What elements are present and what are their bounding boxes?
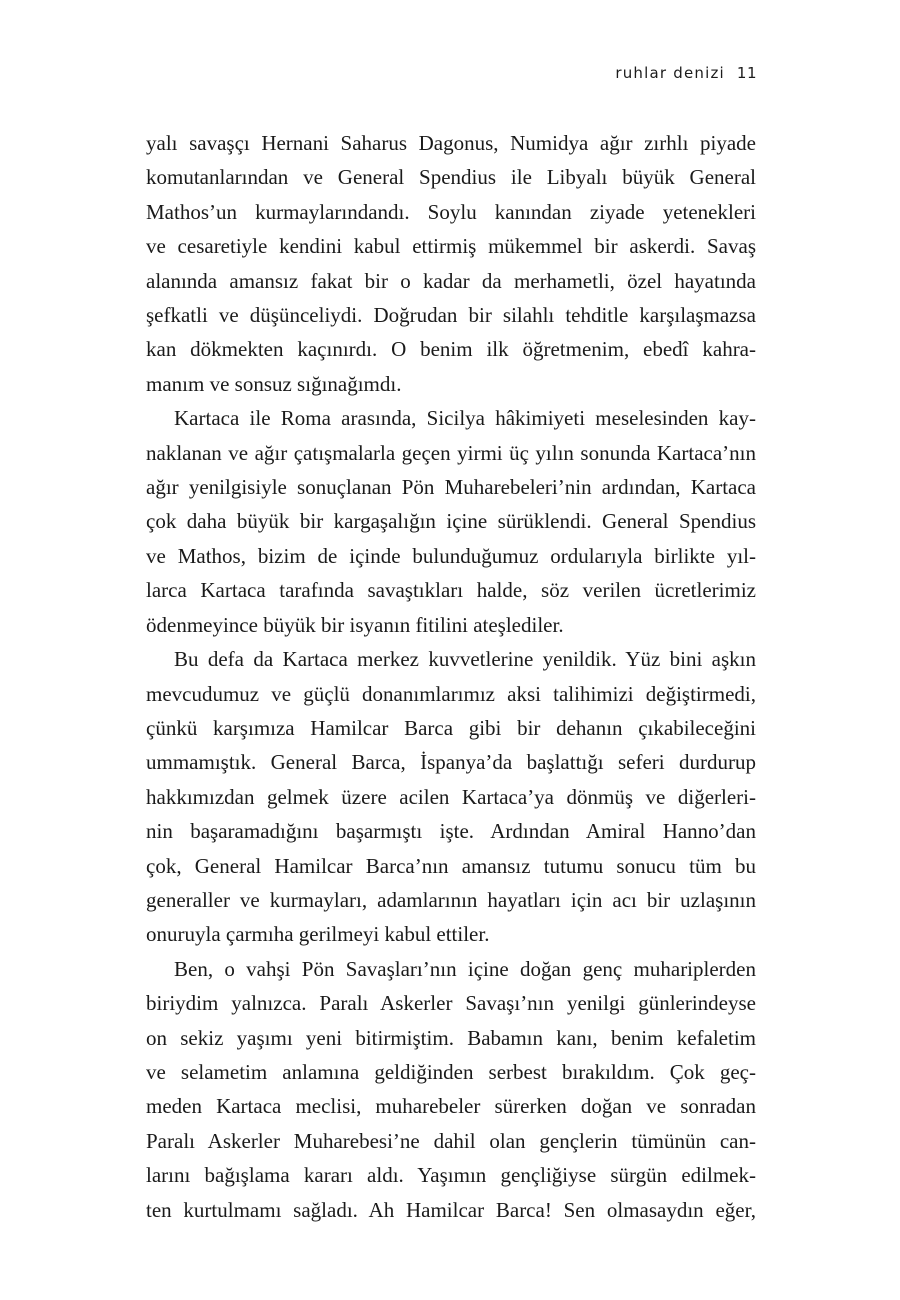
text-line: alanında amansız fakat bir o kadar da merhametli, özel hayatında xyxy=(146,268,756,293)
paragraph-4 xyxy=(146,952,756,1227)
text-line: biriydim yalnızca. Paralı Askerler Savaşı’nın yenilgi günlerindeyse xyxy=(146,991,756,1016)
text-line: naklanan ve ağır çatışmalarla geçen yirmi üç yılın sonunda Kartaca’nın xyxy=(146,440,756,465)
paragraph-2 xyxy=(146,401,756,642)
text-line: çok, General Hamilcar Barca’nın amansız tutumu sonucu tüm bu xyxy=(146,853,756,878)
running-header xyxy=(615,64,757,82)
text-line: ve selametim anlamına geldiğinden serbest bırakıldım. Çok geç- xyxy=(146,1059,756,1084)
text-line: ummamıştık. General Barca, İspanya’da başlattığı seferi durdurup xyxy=(146,750,756,775)
page-number: 11 xyxy=(736,64,757,82)
paragraph-3 xyxy=(146,642,756,952)
text-line: şefkatli ve düşünceliydi. Doğrudan bir silahlı tehditle karşılaşmazsa xyxy=(146,303,756,328)
text-line: hakkımızdan gelmek üzere acilen Kartaca’ya dönmüş ve diğerleri- xyxy=(146,784,756,809)
text-line: çünkü karşımıza Hamilcar Barca gibi bir dehanın çıkabileceğini xyxy=(146,715,756,740)
text-line: on sekiz yaşımı yeni bitirmiştim. Babamın kanı, benim kefaletim xyxy=(146,1025,756,1050)
paragraph-1 xyxy=(146,126,756,401)
text-line: Mathos’un kurmaylarındandı. Soylu kanından ziyade yetenekleri xyxy=(146,199,756,224)
text-line: onuruyla çarmıha gerilmeyi kabul ettiler. xyxy=(146,922,490,947)
text-line: ödenmeyince büyük bir isyanın fitilini ateşlediler. xyxy=(146,612,564,637)
body-text xyxy=(146,126,756,1227)
running-title: ruhlar denizi xyxy=(615,64,725,82)
text-line: ağır yenilgisiyle sonuçlanan Pön Muharebeleri’nin ardından, Kartaca xyxy=(146,475,756,500)
text-line: mevcudumuz ve güçlü donanımlarımız aksi talihimizi değiştirmedi, xyxy=(146,681,756,706)
text-line: ten kurtulmamı sağladı. Ah Hamilcar Barca! Sen olmasaydın eğer, xyxy=(146,1197,756,1222)
text-line: Paralı Askerler Muharebesi’ne dahil olan gençlerin tümünün can- xyxy=(146,1128,756,1153)
text-line: larca Kartaca tarafında savaştıkları halde, söz verilen ücretlerimiz xyxy=(146,578,756,603)
text-line: kan dökmekten kaçınırdı. O benim ilk öğretmenim, ebedî kahra- xyxy=(146,337,756,362)
text-line: meden Kartaca meclisi, muharebeler sürerken doğan ve sonradan xyxy=(146,1094,756,1119)
text-line: manım ve sonsuz sığınağımdı. xyxy=(146,371,402,396)
text-line: Ben, o vahşi Pön Savaşları’nın içine doğan genç muhariplerden xyxy=(174,956,756,981)
text-line: ve Mathos, bizim de içinde bulunduğumuz ordularıyla birlikte yıl- xyxy=(146,543,756,568)
text-line: generaller ve kurmayları, adamlarının hayatları için acı bir uzlaşının xyxy=(146,887,756,912)
text-line: yalı savaşçı Hernani Saharus Dagonus, Numidya ağır zırhlı piyade xyxy=(146,131,756,155)
text-line: larını bağışlama kararı aldı. Yaşımın gençliğiyse sürgün edilmek- xyxy=(146,1163,756,1188)
text-line: nin başaramadığını başarmıştı işte. Ardından Amiral Hanno’dan xyxy=(146,819,756,844)
text-line: Kartaca ile Roma arasında, Sicilya hâkimiyeti meselesinden kay- xyxy=(174,406,756,431)
text-line: Bu defa da Kartaca merkez kuvvetlerine yenildik. Yüz bini aşkın xyxy=(174,647,756,672)
text-line: ve cesaretiyle kendini kabul ettirmiş mükemmel bir askerdi. Savaş xyxy=(146,234,756,259)
text-line: komutanlarından ve General Spendius ile Libyalı büyük General xyxy=(146,165,756,190)
text-line: çok daha büyük bir kargaşalığın içine sürüklendi. General Spendius xyxy=(146,509,756,534)
